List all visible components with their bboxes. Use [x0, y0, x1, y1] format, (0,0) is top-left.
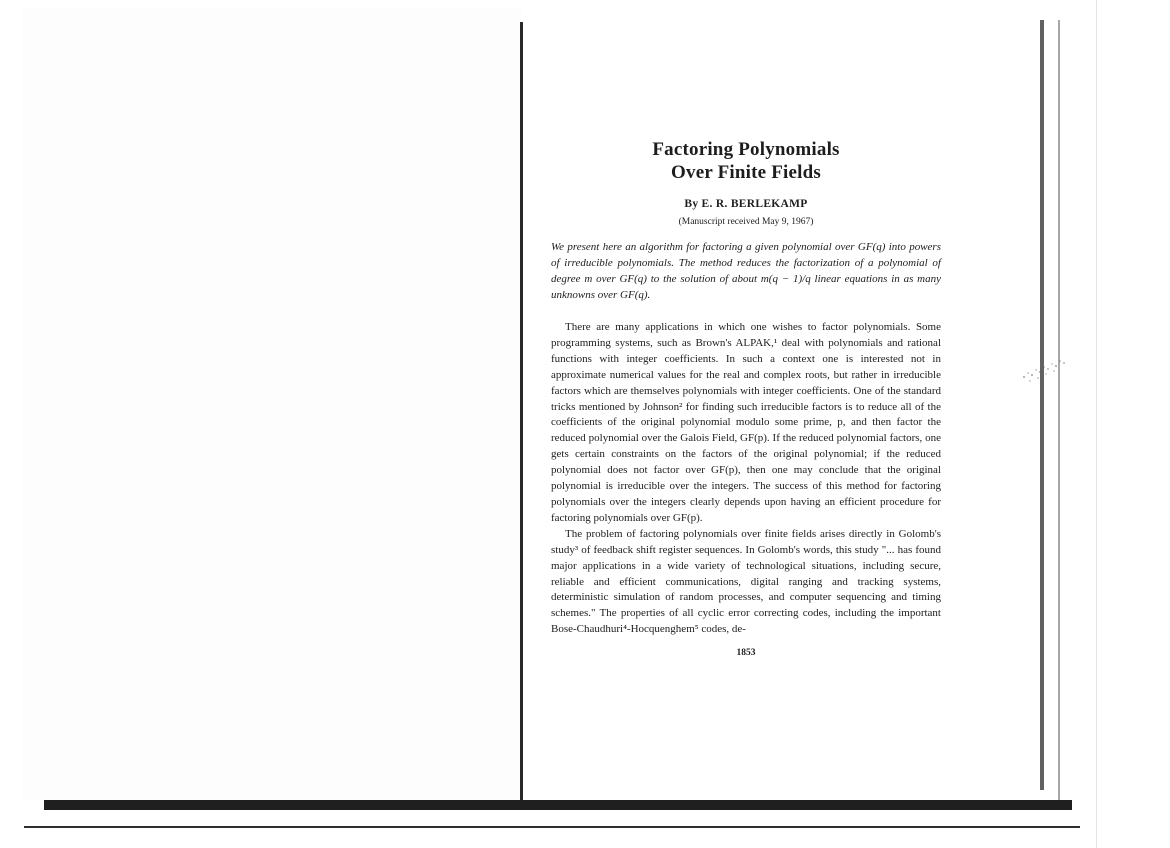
title-line-1: Factoring Polynomials [652, 139, 840, 160]
received-date: (Manuscript received May 9, 1967) [678, 217, 814, 227]
title-line-2: Over Finite Fields [671, 162, 821, 183]
blank-left-page [22, 8, 522, 800]
body-paragraph: There are many applications in which one wishes to factor polynomials. Some programming systems, such as Brown's ALPAK,¹ deal with polynomials and rational functions with integer coefficients. In such a context one is interested not in approximate numerical values for the real and complex roots, but rather in irreducible factors which are themselves polynomials with integer coefficients. One of the standard tricks mentioned by Johnson² for finding such irreducible factors is to reduce all of the coefficients of the original polynomial modulo some prime, p, and then factor the reduced polynomial over the Galois Field, GF(p). If the reduced polynomial factors, one gets certain constraints on the factors of the original polynomial; if the reduced polynomial does not factor over GF(p), then one may conclude that the original polynomial is irreducible over the integers. The success of this method for factoring polynomials over the integers clearly depends upon having an efficient procedure for factoring polynomials over GF(p). [551, 321, 941, 524]
scan-bottom-line [24, 826, 1080, 828]
scan-shadow-bar [44, 800, 1072, 810]
author-byline: By E. R. BERLEKAMP [684, 198, 808, 210]
article-page [551, 138, 941, 658]
scanner-margin [1096, 0, 1170, 848]
body-text [551, 320, 941, 638]
page-edge-shadow [1040, 20, 1044, 790]
scan-noise-speckle [1018, 355, 1070, 387]
abstract: We present here an algorithm for factoring a given polynomial over GF(q) into powers of irreducible polynomials. The method reduces the factorization of a polynomial of degree m over GF(q) to the solution of about m(q − 1)/q linear equations in as many unknowns over GF(q). [551, 241, 941, 301]
book-gutter [520, 22, 523, 802]
body-paragraph: The problem of factoring polynomials over finite fields arises directly in Golomb's study³ of feedback shift register sequences. In Golomb's words, this study "... has found major applications in a wide variety of technological situations, including secure, reliable and efficient communications, digital ranging and tracking systems, deterministic simulation of random processes, and computer sequencing and timing schemes." The properties of all cyclic error correcting codes, including the important Bose-Chaudhuri⁴-Hocquenghem⁵ codes, de- [551, 527, 941, 636]
page-number: 1853 [736, 648, 756, 659]
page-edge-line [1058, 20, 1060, 800]
article-title [551, 138, 941, 184]
